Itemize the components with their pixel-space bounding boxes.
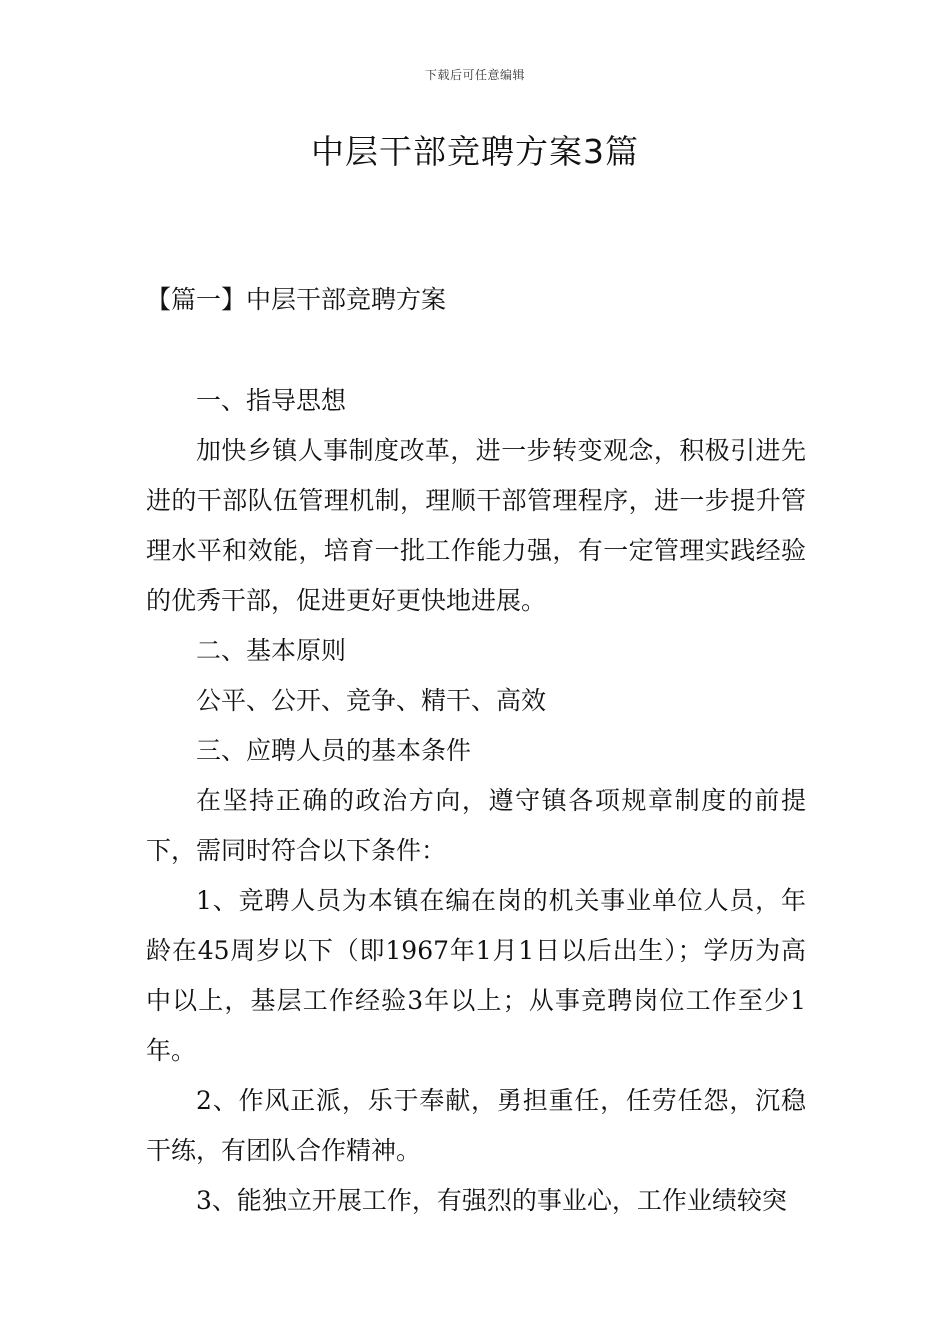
paragraph: 2、作风正派，乐于奉献，勇担重任，任劳任怨，沉稳干练，有团队合作精神。 (146, 1086, 806, 1165)
document-body (146, 376, 806, 1226)
paragraph: 3、能独立开展工作，有强烈的事业心，工作业绩较突 (196, 1186, 787, 1215)
paragraph: 公平、公开、竞争、精干、高效 (196, 686, 547, 715)
header-note: 下载后可任意编辑 (424, 68, 525, 82)
paragraph: 加快乡镇人事制度改革，进一步转变观念，积极引进先进的干部队伍管理机制，理顺干部管理程序，进一步提升管理水平和效能，培育一批工作能力强，有一定管理实践经验的优秀干部，促进更好更快地进展。 (146, 436, 806, 615)
heading-basic-principles: 二、基本原则 (196, 636, 347, 665)
document-title: 中层干部竞聘方案3篇 (311, 132, 639, 171)
heading-guiding-thought: 一、指导思想 (196, 386, 347, 415)
paragraph: 在坚持正确的政治方向，遵守镇各项规章制度的前提下，需同时符合以下条件： (146, 786, 806, 865)
heading-basic-conditions: 三、应聘人员的基本条件 (196, 736, 472, 765)
paragraph: 1、竞聘人员为本镇在编在岗的机关事业单位人员，年龄在45周岁以下（即1967年1月1日以后出生）；学历为高中以上，基层工作经验3年以上；从事竞聘岗位工作至少1年。 (146, 886, 806, 1065)
section-title: 【篇一】中层干部竞聘方案 (146, 285, 447, 314)
